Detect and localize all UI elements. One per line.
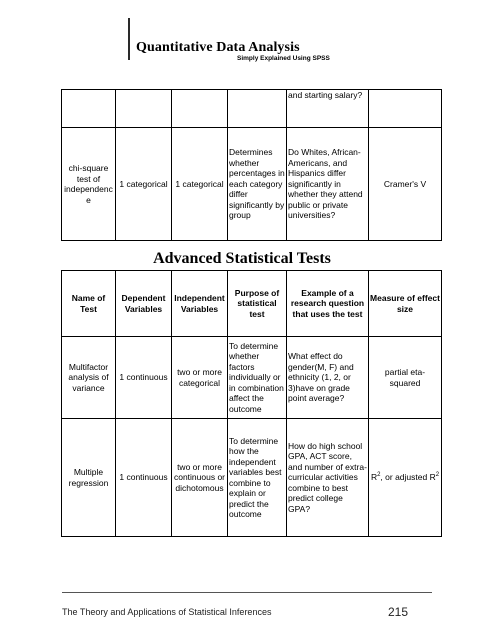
table-cell (228, 90, 287, 128)
continued-table (61, 89, 442, 241)
column-header: Dependent Variables (116, 271, 172, 337)
table-cell (369, 90, 442, 128)
section-heading: Advanced Statistical Tests (153, 250, 331, 267)
table-cell (369, 419, 442, 537)
effect-text: , or adjusted R (380, 472, 436, 483)
table-cell: 1 continuous (116, 419, 172, 537)
table-cell: Multifactor analysis of variance (62, 337, 116, 419)
table-row (62, 128, 442, 241)
table-cell: To determine whether factors individually or in combination affect the outcome (228, 337, 287, 419)
table-cell: 1 continuous (116, 337, 172, 419)
table-cell: 1 categorical (116, 128, 172, 241)
table-cell: two or more categorical (172, 337, 228, 419)
table-header-row (62, 271, 442, 337)
table-cell: partial eta-squared (369, 337, 442, 419)
superscript: 2 (435, 472, 440, 479)
table-cell (62, 90, 116, 128)
table-cell: To determine how the independent variables best combine to explain or predict the outcome (228, 419, 287, 537)
table-cell: Determines whether percentages in each category differ significantly by group (228, 128, 287, 241)
table-cell: chi-square test of independence (62, 128, 116, 241)
column-header: Independent Variables (172, 271, 228, 337)
table-cell: 1 categorical (172, 128, 228, 241)
column-header: Example of a research question that uses the test (287, 271, 369, 337)
table-cell (116, 90, 172, 128)
footer-divider (62, 592, 432, 593)
advanced-tests-table (61, 270, 442, 537)
table-cell: Do Whites, African-Americans, and Hispanics differ significantly in whether they attend public or private universities? (287, 128, 369, 241)
column-header: Measure of effect size (369, 271, 442, 337)
table-cell: How do high school GPA, ACT score, and number of extra-curricular activities combine to best predict college GPA? (287, 419, 369, 537)
book-subtitle: Simply Explained Using SPSS (237, 55, 330, 62)
page-number: 215 (388, 605, 409, 619)
header-divider (128, 18, 130, 60)
table-row (62, 337, 442, 419)
footer-title: The Theory and Applications of Statistical Inferences (62, 607, 272, 617)
table-cell: Multiple regression (62, 419, 116, 537)
table-cell: What effect do gender(M, F) and ethnicity (1, 2, or 3)have on grade point average? (287, 337, 369, 419)
table-cell: Cramer's V (369, 128, 442, 241)
table-cell: and starting salary? (287, 90, 369, 128)
table-cell: two or more continuous or dichotomous (172, 419, 228, 537)
column-header: Purpose of statistical test (228, 271, 287, 337)
table-row (62, 90, 442, 128)
table-cell (172, 90, 228, 128)
effect-text: R (370, 472, 378, 483)
table-row (62, 419, 442, 537)
column-header: Name of Test (62, 271, 116, 337)
superscript: 2 (377, 472, 381, 479)
book-title: Quantitative Data Analysis (136, 40, 300, 55)
